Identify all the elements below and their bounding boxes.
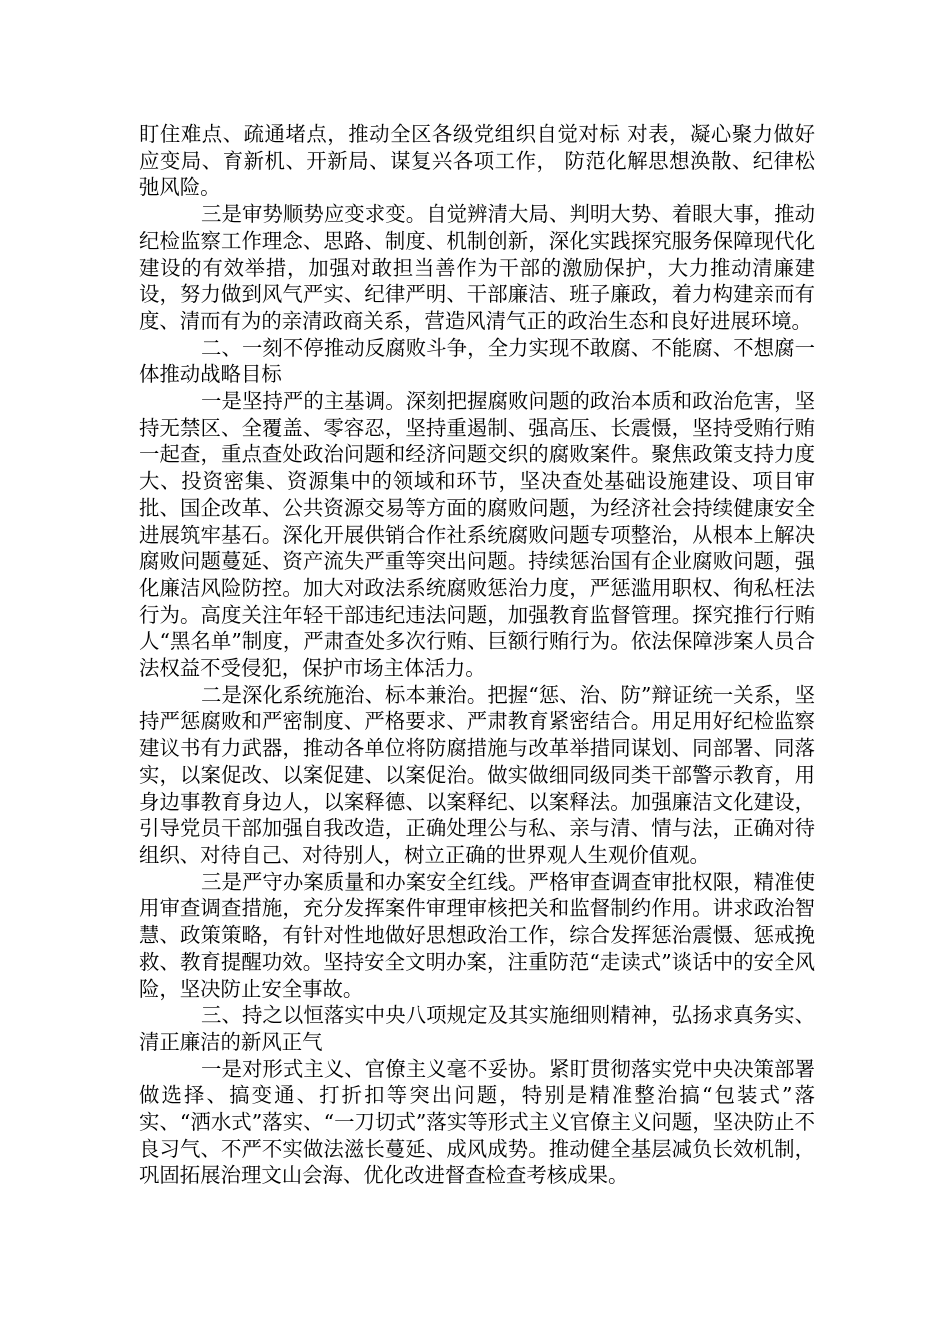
paragraph-continuation: 盯住难点、疏通堵点，推动全区各级党组织自觉对标 对表，凝心聚力做好应变局、育新机、开新局、谋复兴各项工作， 防范化解思想涣散、纪律松弛风险。 bbox=[139, 122, 815, 200]
paragraph-xitong-shizhi: 二是深化系统施治、标本兼治。把握“惩、治、防”辩证统一关系，坚持严惩腐败和严密制度、严格要求、严肃教育紧密结合。用足用好纪检监察建议书有力武器，推动各单位将防腐措施与改革举措同谋划、同部署、同落实，以案促改、以案促建、以案促治。做实做细同级同类干部警示教育，用身边事教育身边人，以案释德、以案释纪、以案释法。加强廉洁文化建设，引导党员干部加强自我改造，正确处理公与私、亲与清、情与法，正确对待组织、对待自己、对待别人，树立正确的世界观人生观价值观。 bbox=[139, 682, 815, 867]
document-body bbox=[139, 121, 815, 1189]
section-heading-2: 二、一刻不停推动反腐败斗争，全力实现不敢腐、不能腐、不想腐一体推动战略目标 bbox=[139, 335, 815, 387]
section-heading-3: 三、持之以恒落实中央八项规定及其实施细则精神，弘扬求真务实、清正廉洁的新风正气 bbox=[139, 1003, 815, 1054]
paragraph-shenshi-shunshi: 三是审势顺势应变求变。自觉辨清大局、判明大势、着眼大事，推动纪检监察工作理念、思路、制度、机制创新，深化实践探究服务保障现代化建设的有效举措，加强对敢担当善作为干部的激励保护，大力推动清廉建设，努力做到风气严实、纪律严明、干部廉洁、班子廉政，着力构建亲而有度、清而有为的亲清政商关系，营造风清气正的政治生态和良好进展环境。 bbox=[139, 202, 815, 333]
paragraph-banan-anquan: 三是严守办案质量和办案安全红线。严格审查调查审批权限，精准使用审查调查措施，充分发挥案件审理审核把关和监督制约作用。讲求政治智慧、政策策略，有针对性地做好思想政治工作，综合发挥惩治震慑、惩戒挽救、教育提醒功效。坚持安全文明办案，注重防范“走读式”谈话中的安全风险，坚决防止安全事故。 bbox=[139, 869, 815, 1001]
paragraph-xingshi-zhuyi: 一是对形式主义、官僚主义毫不妥协。紧盯贯彻落实党中央决策部署做选择、搞变通、打折扣等突出问题，特别是精准整治搞“包装式”落实、“洒水式”落实、“一刀切式”落实等形式主义官僚主义问题，坚决防止不良习气、不严不实做法滋长蔓延、成风成势。推动健全基层减负长效机制，巩固拓展治理文山会海、优化改进督查检查考核成果。 bbox=[139, 1056, 815, 1188]
paragraph-jianchi-yan: 一是坚持严的主基调。深刻把握腐败问题的政治本质和政治危害，坚持无禁区、全覆盖、零容忍，坚持重遏制、强高压、长震慑，坚持受贿行贿一起查，重点查处政治问题和经济问题交织的腐败案件。聚焦政策支持力度大、投资密集、资源集中的领域和环节，坚决查处基础设施建设、项目审批、国企改革、公共资源交易等方面的腐败问题，为经济社会持续健康安全进展筑牢基石。深化开展供销合作社系统腐败问题专项整治，从根本上解决腐败问题蔓延、资产流失严重等突出问题。持续惩治国有企业腐败问题，强化廉洁风险防控。加大对政法系统腐败惩治力度，严惩滥用职权、徇私枉法行为。高度关注年轻干部违纪违法问题，加强教育监督管理。探究推行行贿人“黑名单”制度，严肃查处多次行贿、巨额行贿行为。依法保障涉案人员合法权益不受侵犯，保护市场主体活力。 bbox=[139, 389, 815, 681]
